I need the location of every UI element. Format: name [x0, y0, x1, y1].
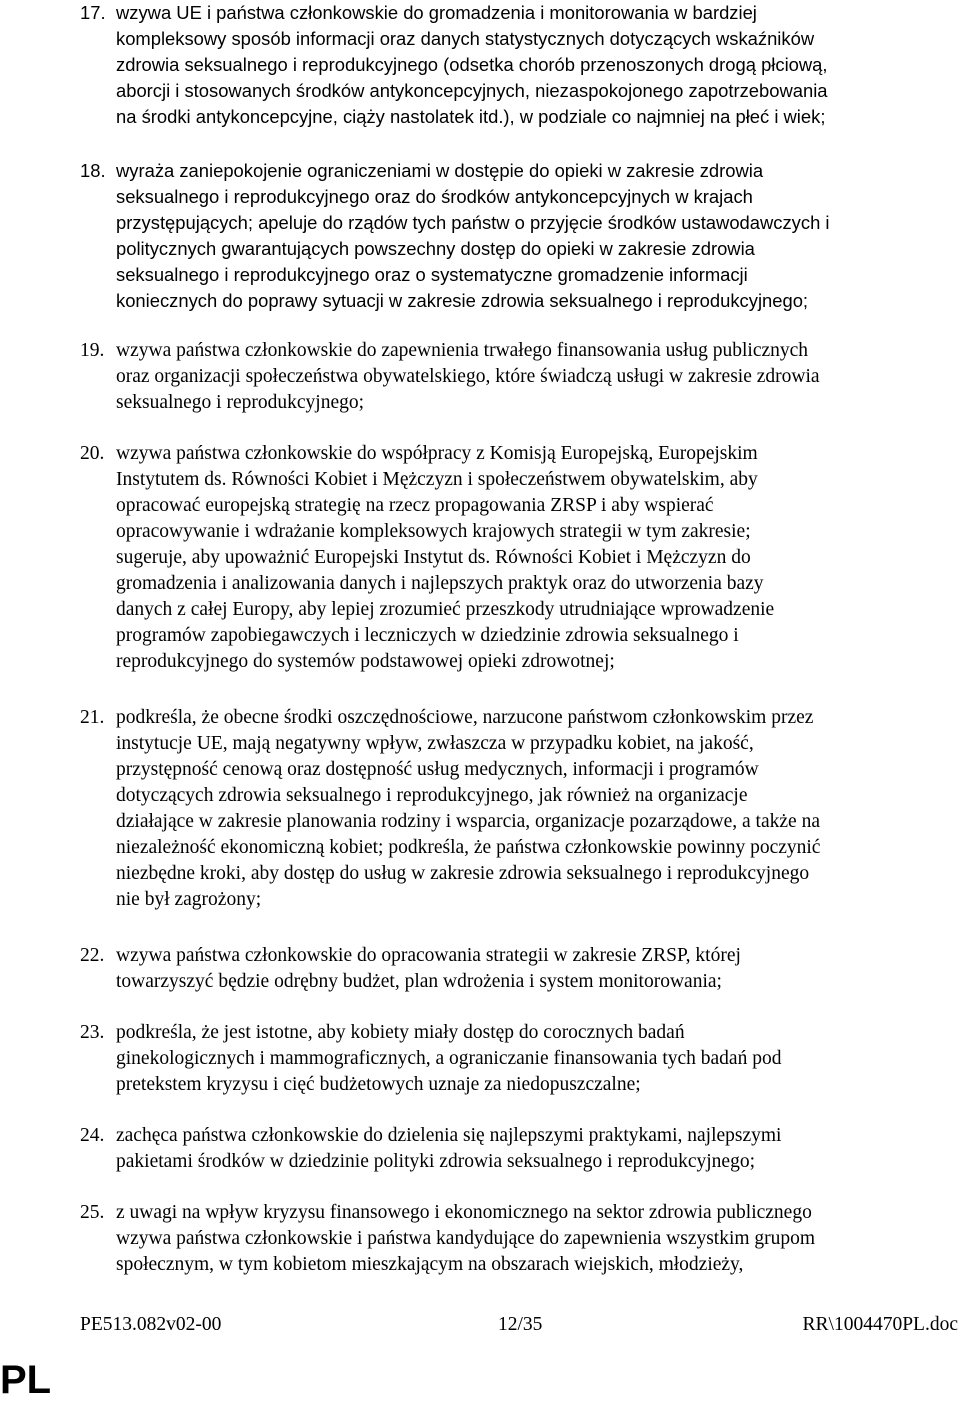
footer-document-id: PE513.082v02-00	[80, 1314, 222, 1335]
paragraph-text: wyraża zaniepokojenie ograniczeniami w dostępie do opieki w zakresie zdrowia seksualnego i reprodukcyjnego oraz do środków antykoncepcyjnych w krajach przystępujących; apeluje do rządów tych państw o przyjęcie środków ustawodawczych i politycznych gwarantujących powszechny dostęp do opieki w zakresie zdrowia seksualnego i reprodukcyjnego oraz o systematyczne gromadzenie informacji koniecznych do poprawy sytuacji w zakresie zdrowia seksualnego i reprodukcyjnego;	[116, 160, 830, 311]
paragraph-text: wzywa państwa członkowskie do współpracy z Komisją Europejską, Europejskim Instytutem ds. Równości Kobiet i Mężczyzn i społeczeństwem obywatelskim, aby opracować europejską strategię na rzecz propagowania ZRSP i aby wspierać opracowywanie i wdrażanie kompleksowych krajowych strategii w tym zakresie; sugeruje, aby upoważnić Europejski Instytut ds. Równości Kobiet i Mężczyzn do gromadzenia i analizowania danych i najlepszych praktyk oraz do utworzenia bazy danych z całej Europy, aby lepiej zrozumieć przeszkody utrudniające wprowadzenie programów zapobiegawczych i leczniczych w dziedzinie zdrowia seksualnego i reprodukcyjnego do systemów podstawowej opieki zdrowotnej;	[116, 443, 775, 672]
paragraph-number: 21.	[80, 707, 105, 728]
paragraph-text: wzywa państwa członkowskie do opracowania strategii w zakresie ZRSP, której towarzyszyć będzie odrębny budżet, plan wdrożenia i system monitorowania;	[116, 945, 741, 992]
paragraph-number: 24.	[80, 1125, 105, 1146]
paragraph-text: wzywa UE i państwa członkowskie do gromadzenia i monitorowania w bardziej kompleksowy sposób informacji oraz danych statystycznych dotyczących wskaźników zdrowia seksualnego i reprodukcyjnego (odsetka chorób przenoszonych drogą płciową, aborcji i stosowanych środków antykoncepcyjnych, niezaspokojonego zapotrzebowania na środki antykoncepcyjne, ciąży nastolatek itd.), w podziale co najmniej na płeć i wiek;	[116, 2, 828, 127]
page-footer	[0, 1312, 960, 1342]
paragraph-number: 19.	[80, 340, 105, 361]
paragraph-text: zachęca państwa członkowskie do dzielenia się najlepszymi praktykami, najlepszymi pakietami środków w dziedzinie polityki zdrowia seksualnego i reprodukcyjnego;	[116, 1125, 782, 1172]
paragraph-text: podkreśla, że obecne środki oszczędnościowe, narzucone państwom członkowskim przez instytucje UE, mają negatywny wpływ, zwłaszcza w przypadku kobiet, na jakość, przystępność cenową oraz dostępność usług medycznych, informacji i programów dotyczących zdrowia seksualnego i reprodukcyjnego, jak również na organizacje działające w zakresie planowania rodziny i wsparcia, organizacje pozarządowe, a także na niezależność ekonomiczną kobiet; podkreśla, że państwa członkowskie powinny poczynić niezbędne kroki, aby dostęp do usług w zakresie zdrowia seksualnego i reprodukcyjnego nie był zagrożony;	[116, 707, 821, 910]
footer-file-name: RR\1004470PL.doc	[802, 1314, 958, 1335]
paragraph-text: z uwagi na wpływ kryzysu finansowego i ekonomicznego na sektor zdrowia publicznego wzywa państwa członkowskie i państwa kandydujące do zapewnienia wszystkim grupom społecznym, w tym kobietom mieszkającym na obszarach wiejskich, młodzieży,	[116, 1202, 816, 1275]
language-code: PL	[0, 1358, 52, 1402]
paragraph-number: 20.	[80, 443, 105, 464]
footer-page-number: 12/35	[498, 1314, 543, 1335]
paragraph-number: 18.	[80, 160, 106, 181]
paragraph-number: 22.	[80, 945, 105, 966]
paragraph-number: 25.	[80, 1202, 105, 1223]
paragraph-number: 23.	[80, 1022, 105, 1043]
paragraph-text: wzywa państwa członkowskie do zapewnienia trwałego finansowania usług publicznych oraz organizacji społeczeństwa obywatelskiego, które świadczą usługi w zakresie zdrowia seksualnego i reprodukcyjnego;	[116, 340, 820, 413]
paragraph-text: podkreśla, że jest istotne, aby kobiety miały dostęp do corocznych badań ginekologicznych i mammograficznych, a ograniczanie finansowania tych badań pod pretekstem kryzysu i cięć budżetowych uznaje za niedopuszczalne;	[116, 1022, 782, 1095]
paragraph-number: 17.	[80, 2, 106, 23]
